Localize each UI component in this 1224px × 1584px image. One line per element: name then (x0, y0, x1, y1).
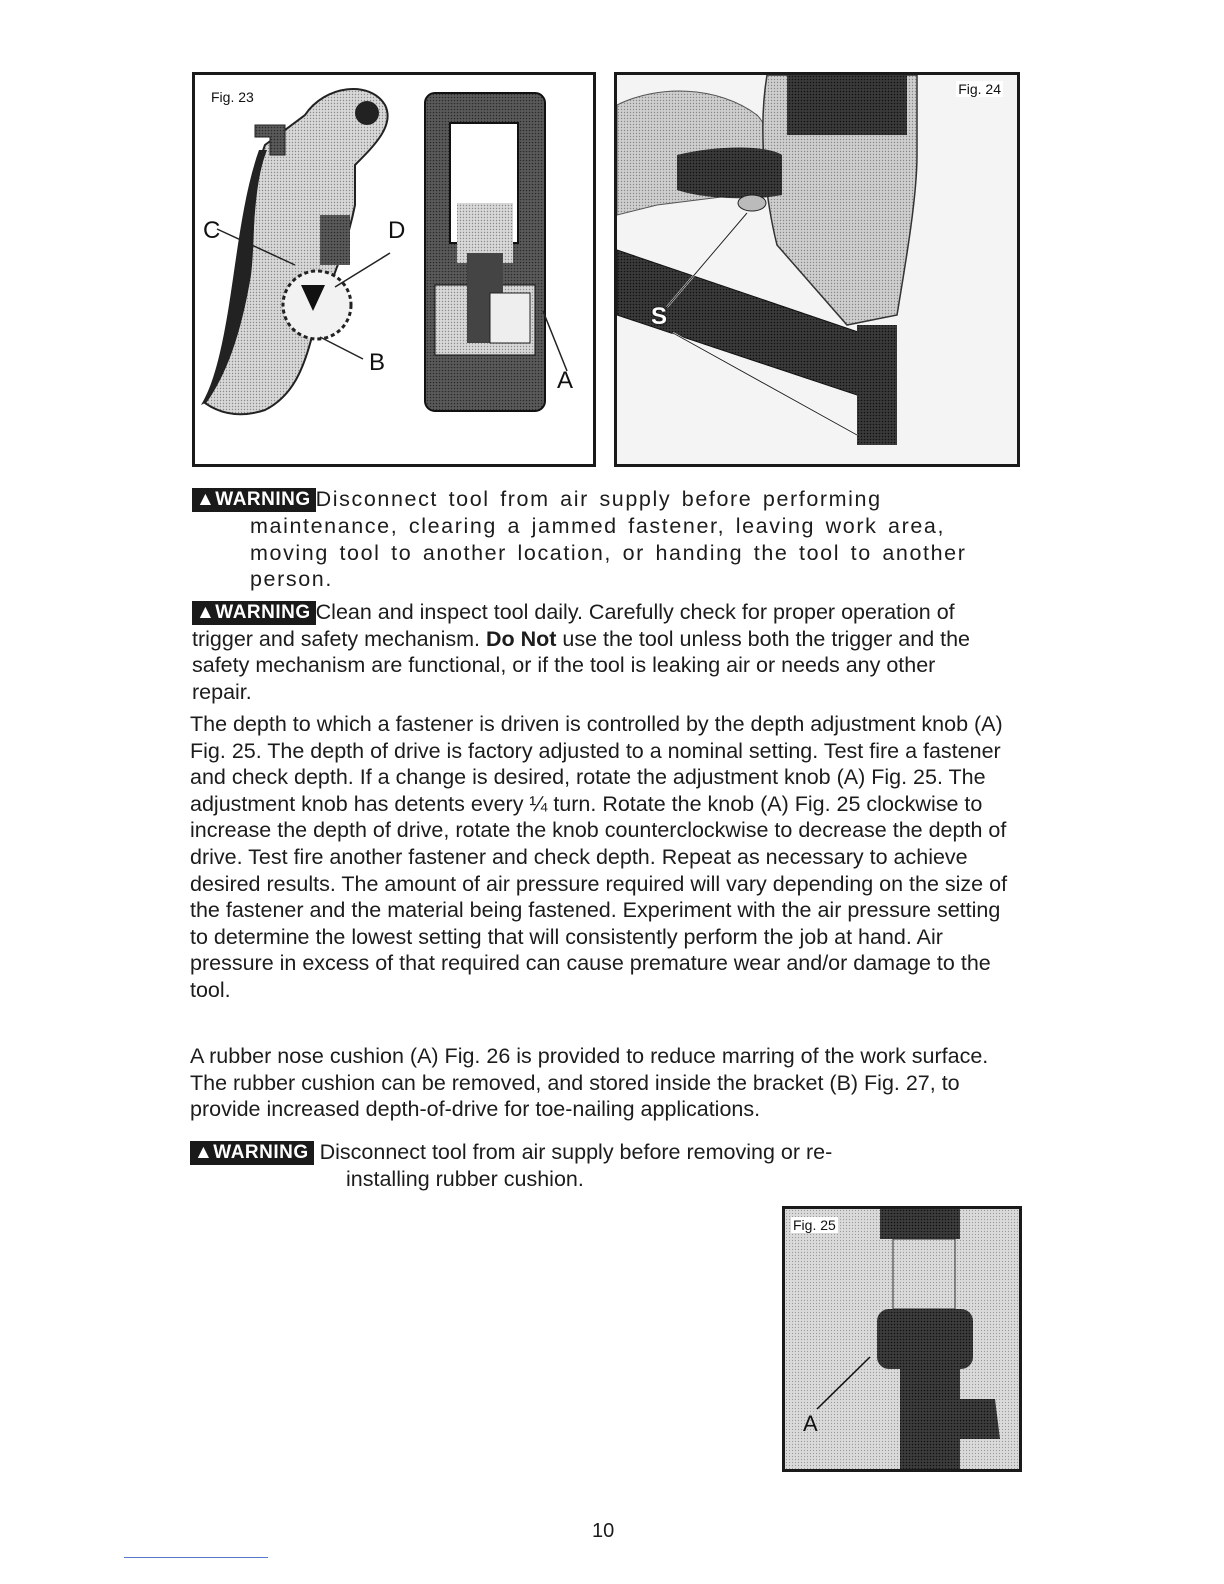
callout-s: S (651, 303, 668, 330)
figure-24 (614, 72, 1020, 467)
figure-23 (192, 72, 596, 467)
warning1-first-line: Disconnect tool from air supply before performing (315, 487, 882, 511)
callout-d: D (388, 217, 406, 244)
warning2-text: Clean and inspect tool daily. Carefully check for proper operation of trigger and safety mechanism. (192, 600, 955, 651)
paragraph-rubber-cushion: A rubber nose cushion (A) Fig. 26 is provided to reduce marring of the work surface. The rubber cushion can be removed, and stored inside the bracket (B) Fig. 27, to provide increased depth-of-drive for toe-nailing applications. (190, 1044, 989, 1122)
paragraph-depth-adjustment: The depth to which a fastener is driven is controlled by the depth adjustment knob (A) Fig. 25. The depth of drive is factory adjusted to a nominal setting. Test fire a fastener and check depth. If a change is desired, rotate the adjustment knob (A) Fig. 25. The adjustment knob has detents every ¼ turn. Rotate the knob (A) Fig. 25 clockwise to increase the depth of drive, rotate the knob counterclockwise to decrease the depth of drive. Test fire another fastener and check depth. Repeat as necessary to achieve desired results. The amount of air pressure required will vary depending on the size of the fastener and the material being fastened. Experiment with the air pressure setting to determine the lowest setting that will consistently perform the job at hand. Air pressure in excess of that required can cause premature wear and/or damage to the tool. (190, 712, 1008, 1002)
figure-24-photo (617, 75, 1017, 464)
callout-a-fig25: A (803, 1411, 818, 1436)
warning1-rest: maintenance, clearing a jammed fastener, leaving work area, moving tool to another location, or handing the tool to another person. (250, 514, 967, 592)
figure-25-photo (785, 1209, 1019, 1469)
warning-disconnect-maintenance (192, 486, 992, 513)
page-number: 10 (592, 1520, 615, 1542)
warning3-first-line: Disconnect tool from air supply before removing or re- (319, 1140, 833, 1164)
callout-b: B (369, 349, 386, 376)
callout-a: A (557, 367, 574, 394)
warning-clean-inspect (192, 599, 992, 705)
callout-c: C (203, 217, 221, 244)
warning3-continued (346, 1166, 986, 1193)
warning-cushion (190, 1139, 990, 1166)
warning3-rest: installing rubber cushion. (346, 1167, 584, 1191)
figure-23-label: Fig. 23 (211, 89, 254, 105)
warning-badge: ▲WARNING (192, 488, 316, 512)
warning2-bold: Do Not (485, 626, 557, 651)
warning-badge: ▲WARNING (192, 601, 316, 625)
figure-25 (782, 1206, 1022, 1472)
warning-badge: ▲WARNING (190, 1141, 314, 1165)
warning1-continued (250, 513, 985, 593)
figure-24-label: Fig. 24 (958, 81, 1001, 97)
footer-divider (124, 1557, 268, 1558)
figure-25-label: Fig. 25 (793, 1217, 836, 1233)
figure-23-illustration (195, 75, 593, 464)
warning2-text-after: use the tool unless both the trigger and the safety mechanism are functional, or if the tool is leaking air or needs any other repair. (192, 626, 971, 704)
